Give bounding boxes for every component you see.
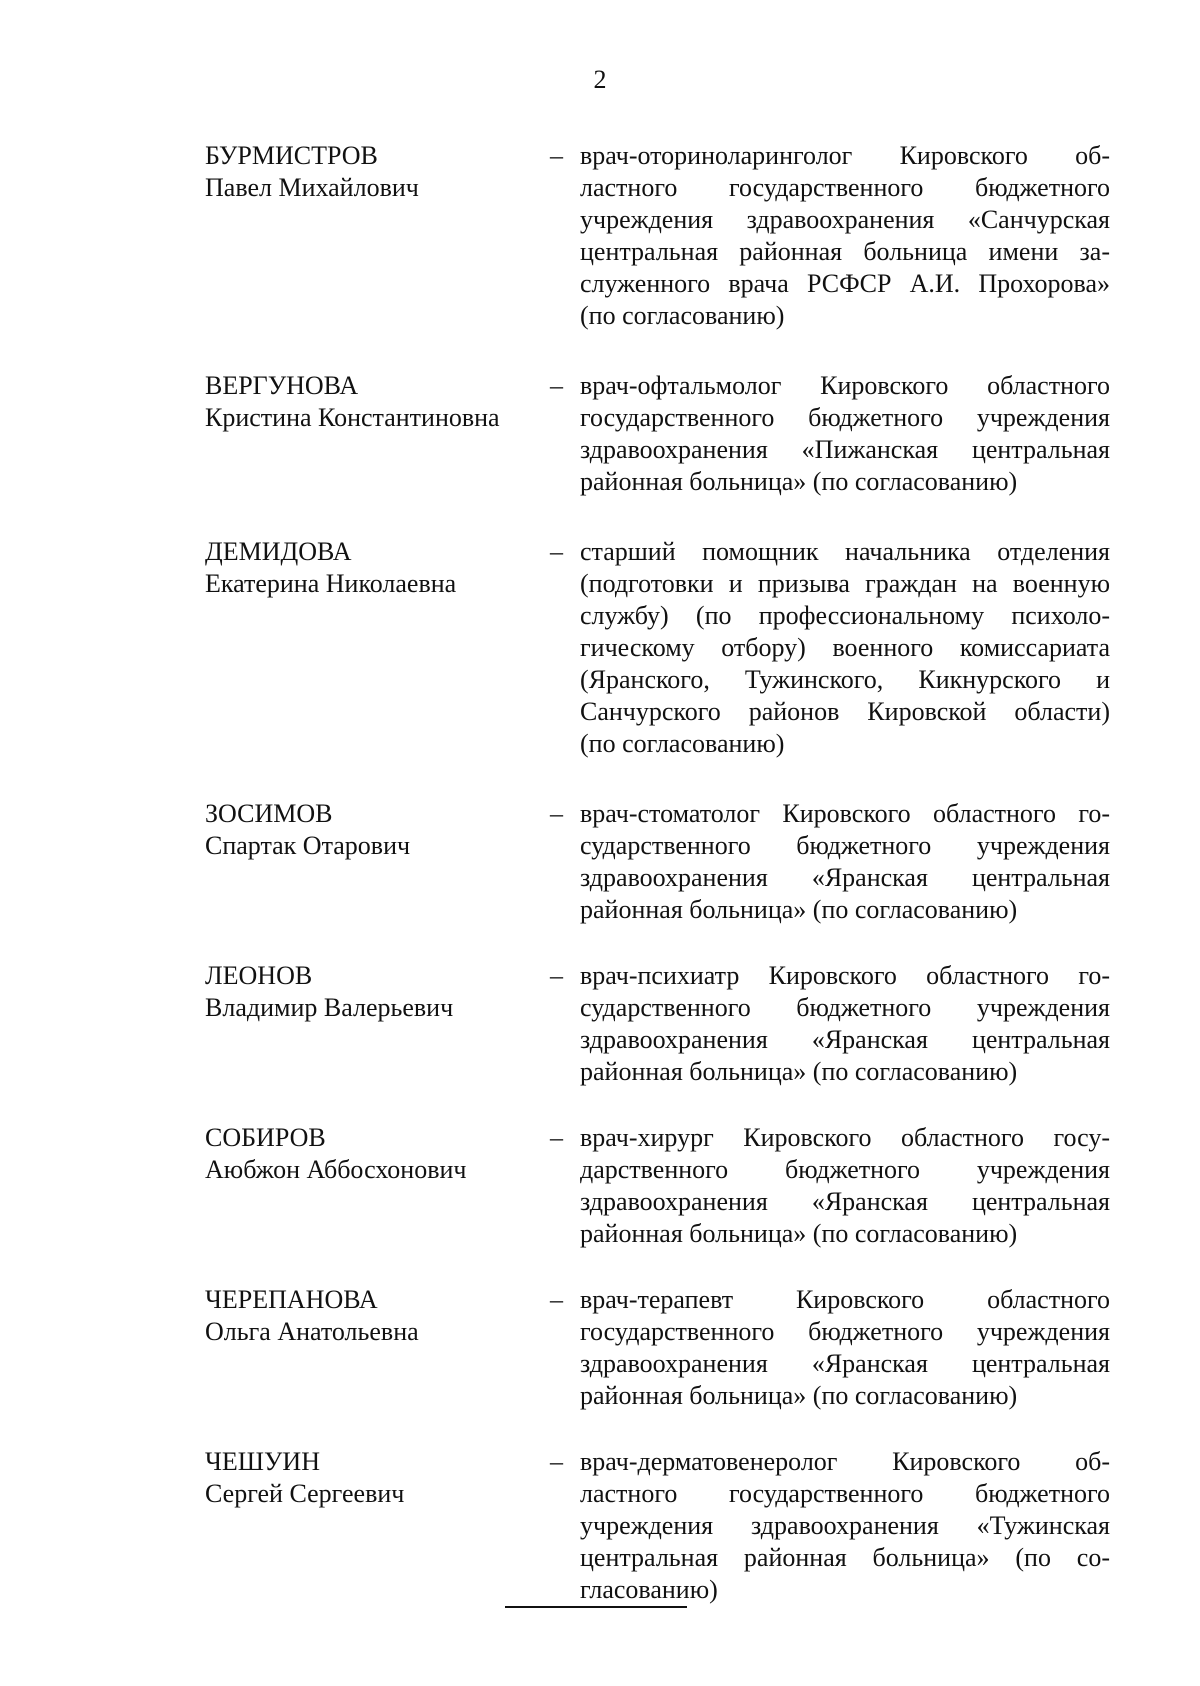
member-position [580,536,1110,760]
commission-member-list [205,140,1110,1644]
member-name [205,536,550,760]
member-position [580,798,1110,926]
position-line: центральная районная больница имени за- [580,237,1110,266]
position-line: врач-хирург Кировского областного госу- [580,1123,1110,1152]
position-line: врач-стоматолог Кировского областного го- [580,799,1110,828]
position-line: центральная районная больница» (по со- [580,1543,1110,1572]
position-line: гласованию) [580,1575,718,1604]
position-line: служенного врача РСФСР А.И. Прохорова» [580,269,1110,298]
member-given-name: Спартак Отарович [205,831,411,860]
position-line: здравоохранения «Яранская центральная [580,1025,1110,1054]
member-position [580,960,1110,1088]
entry-dash: – [550,1285,563,1314]
position-line: врач-дерматовенеролог Кировского об- [580,1447,1110,1476]
member-position [580,370,1110,498]
member-surname: БУРМИСТРОВ [205,141,378,170]
member-name [205,140,550,332]
member-entry [205,1284,1110,1412]
member-name [205,960,550,1088]
position-line: здравоохранения «Пижанская центральная [580,435,1110,464]
position-line: врач-оториноларинголог Кировского об- [580,141,1110,170]
entry-dash: – [550,371,563,400]
position-line: районная больница» (по согласованию) [580,467,1018,496]
member-given-name: Аюбжон Аббосхонович [205,1155,467,1184]
position-line: учреждения здравоохранения «Тужинская [580,1511,1110,1540]
position-line: (Яранского, Тужинского, Кикнурского и [580,665,1110,694]
position-line: районная больница» (по согласованию) [580,1381,1018,1410]
position-line: Санчурского районов Кировской области) [580,697,1110,726]
member-position [580,1122,1110,1250]
position-line: учреждения здравоохранения «Санчурская [580,205,1110,234]
position-line: государственного бюджетного учреждения [580,1317,1110,1346]
member-given-name: Екатерина Николаевна [205,569,457,598]
member-given-name: Ольга Анатольевна [205,1317,419,1346]
position-line: гическому отбору) военного комиссариата [580,633,1110,662]
member-name [205,1122,550,1250]
position-line: (по согласованию) [580,301,785,330]
member-surname: ЗОСИМОВ [205,799,333,828]
member-surname: СОБИРОВ [205,1123,326,1152]
member-surname: ЛЕОНОВ [205,961,313,990]
position-line: (подготовки и призыва граждан на военную [580,569,1110,598]
member-name [205,370,550,498]
end-of-list-rule [505,1606,687,1608]
entry-dash: – [550,961,563,990]
member-entry [205,1446,1110,1606]
position-line: ластного государственного бюджетного [580,173,1110,202]
position-line: ластного государственного бюджетного [580,1479,1110,1508]
member-entry [205,536,1110,760]
member-entry [205,140,1110,332]
member-entry [205,1122,1110,1250]
member-surname: ВЕРГУНОВА [205,371,359,400]
position-line: районная больница» (по согласованию) [580,895,1018,924]
entry-dash: – [550,1123,563,1152]
member-position [580,140,1110,332]
member-given-name: Сергей Сергеевич [205,1479,405,1508]
member-given-name: Павел Михайлович [205,173,419,202]
member-name [205,798,550,926]
position-line: здравоохранения «Яранская центральная [580,1187,1110,1216]
member-name [205,1284,550,1412]
position-line: врач-психиатр Кировского областного го- [580,961,1110,990]
entry-dash: – [550,537,563,566]
position-line: здравоохранения «Яранская центральная [580,1349,1110,1378]
position-line: сударственного бюджетного учреждения [580,831,1110,860]
position-line: врач-офтальмолог Кировского областного [580,371,1110,400]
member-surname: ДЕМИДОВА [205,537,352,566]
member-entry [205,370,1110,498]
position-line: (по согласованию) [580,729,785,758]
position-line: государственного бюджетного учреждения [580,403,1110,432]
member-position [580,1284,1110,1412]
member-name [205,1446,550,1606]
member-surname: ЧЕРЕПАНОВА [205,1285,378,1314]
entry-dash: – [550,799,563,828]
position-line: сударственного бюджетного учреждения [580,993,1110,1022]
entry-dash: – [550,141,563,170]
position-line: дарственного бюджетного учреждения [580,1155,1110,1184]
page-number: 2 [593,65,607,94]
position-line: районная больница» (по согласованию) [580,1057,1018,1086]
position-line: районная больница» (по согласованию) [580,1219,1018,1248]
position-line: врач-терапевт Кировского областного [580,1285,1110,1314]
member-entry [205,960,1110,1088]
entry-dash: – [550,1447,563,1476]
member-entry [205,798,1110,926]
position-line: здравоохранения «Яранская центральная [580,863,1110,892]
position-line: старший помощник начальника отделения [580,537,1110,566]
position-line: службу) (по профессиональному психоло- [580,601,1110,630]
member-surname: ЧЕШУИН [205,1447,320,1476]
member-given-name: Кристина Константиновна [205,403,500,432]
member-position [580,1446,1110,1606]
member-given-name: Владимир Валерьевич [205,993,454,1022]
